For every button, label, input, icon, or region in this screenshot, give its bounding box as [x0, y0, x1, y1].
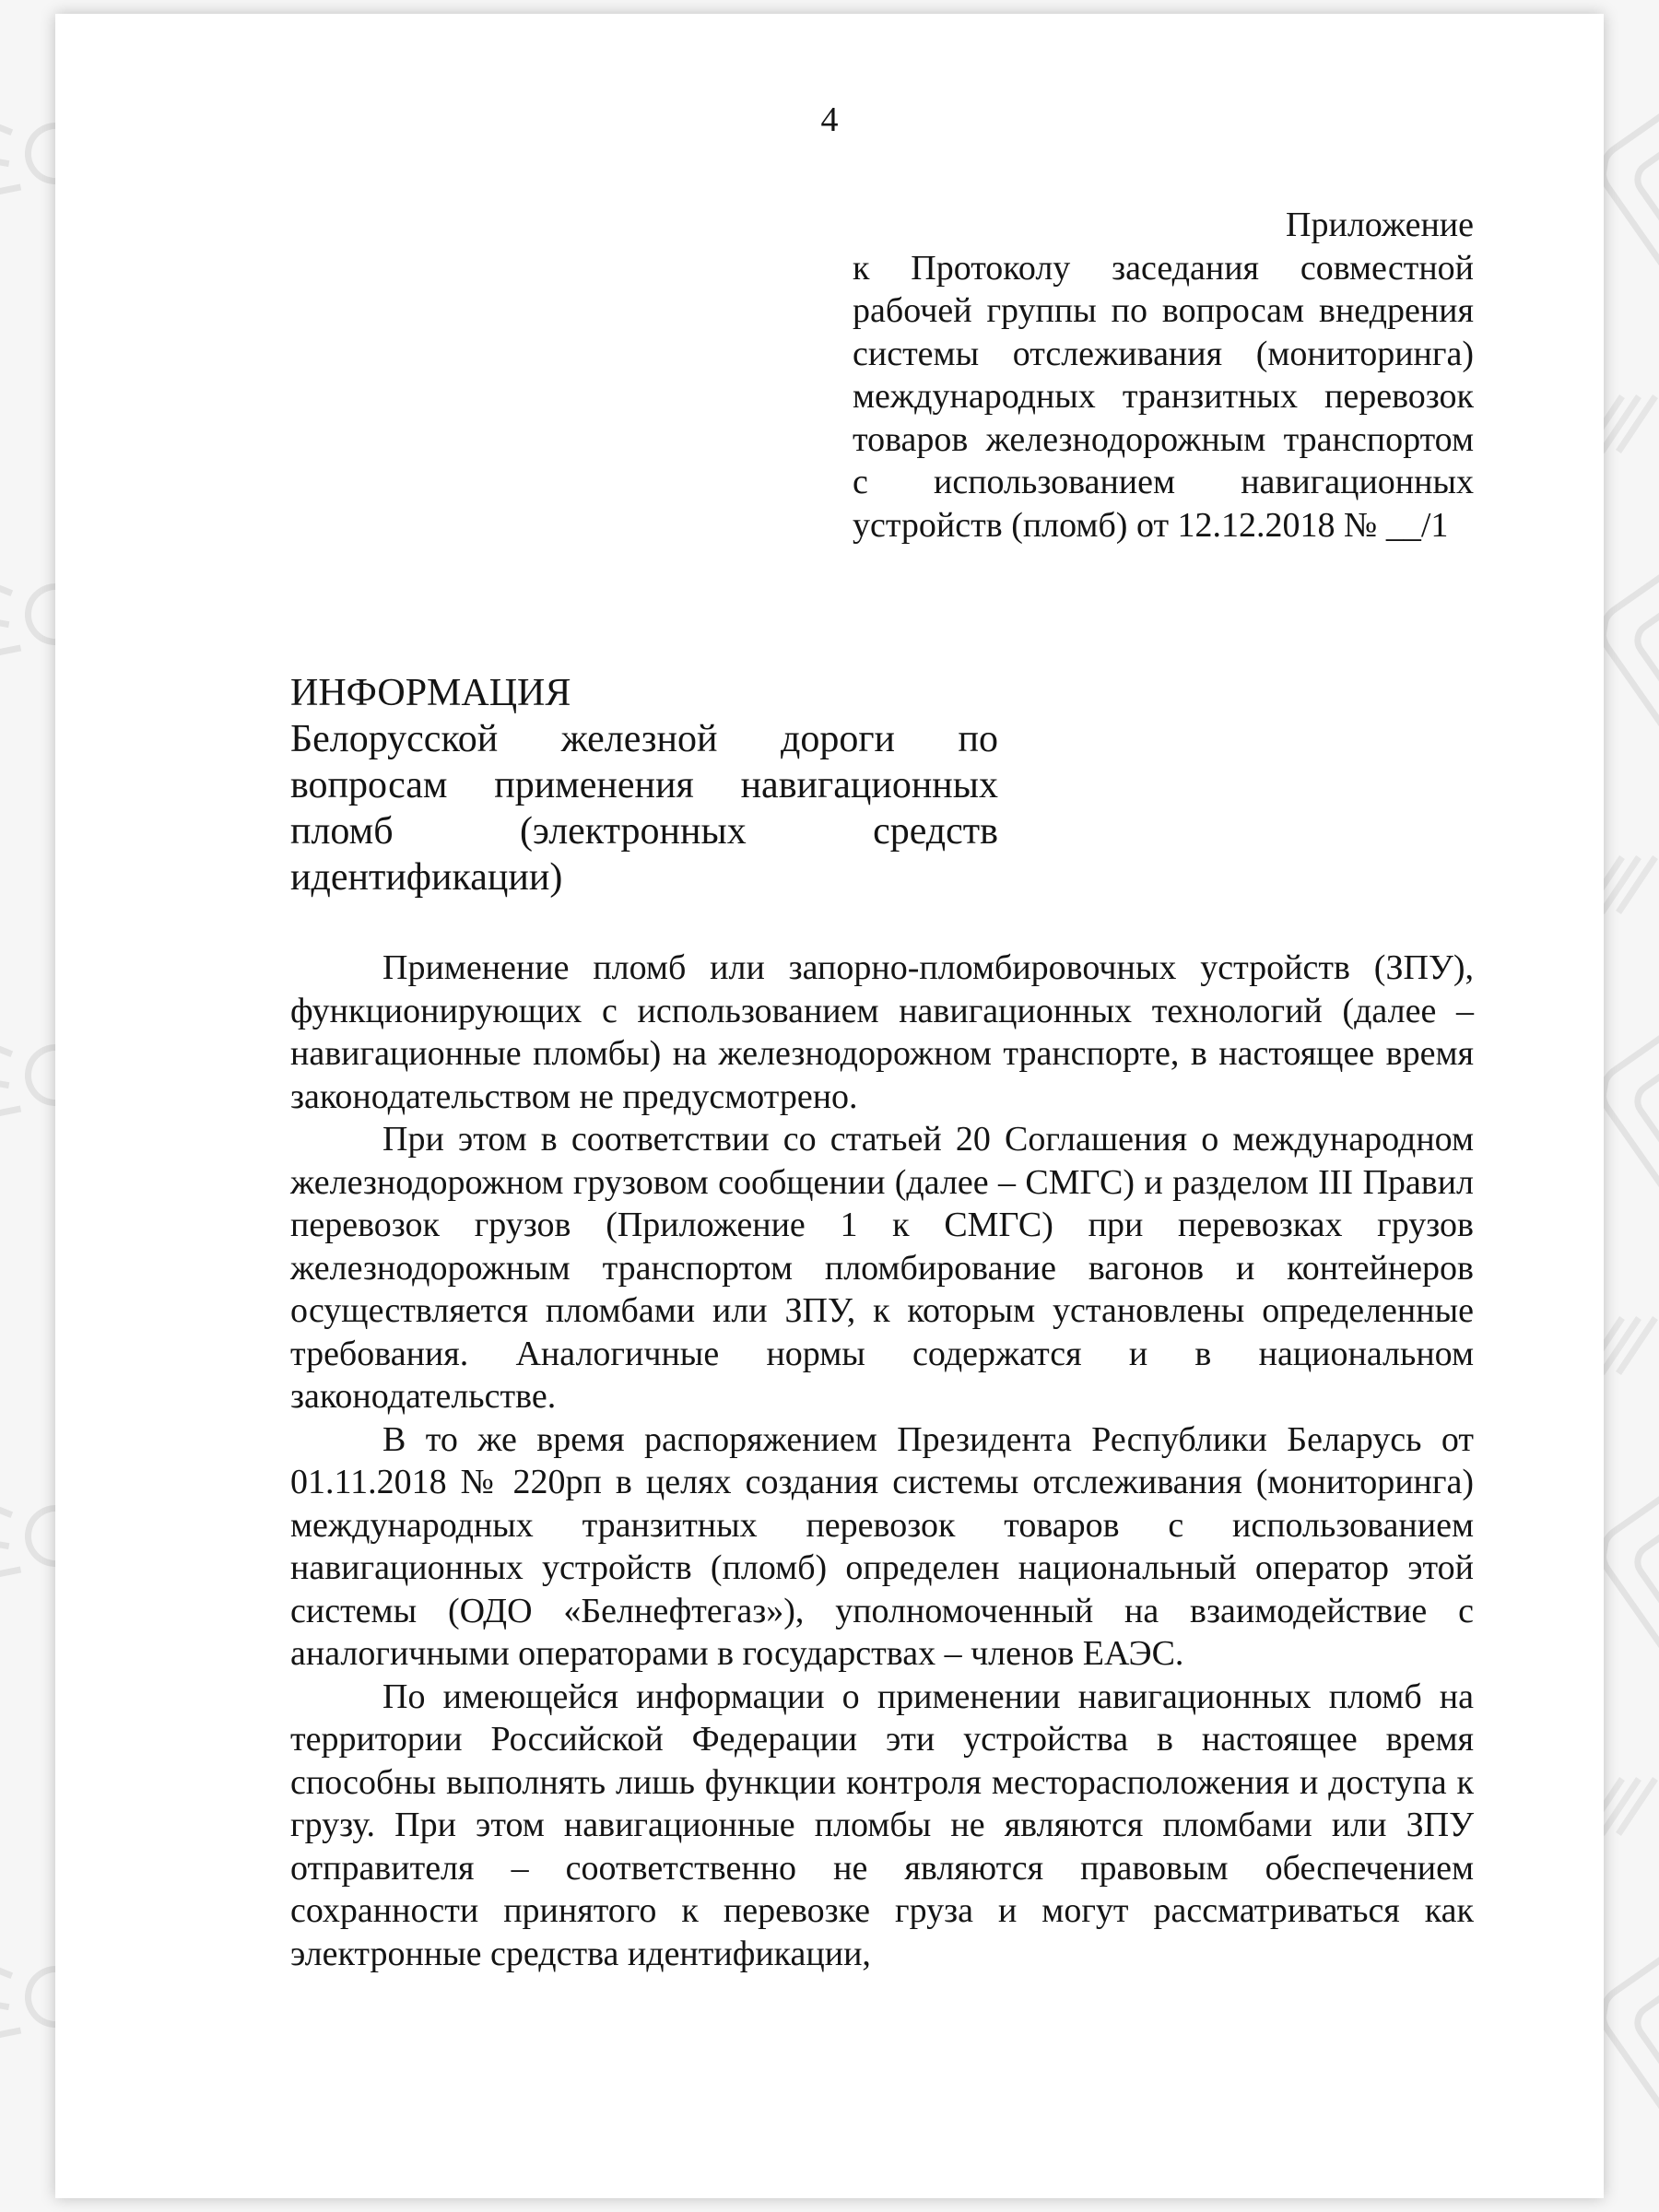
paragraph-4: По имеющейся информации о применении навигационных пломб на территории Российской Федерации эти устройства в настоящее время способны выполнять лишь функции контроля месторасположения и доступа к грузу. При этом навигационные пломбы не являются пломбами или ЗПУ отправителя – соответственно не являются правовым обеспечением сохранности принятого к перевозке груза и могут рассматриваться как электронные средства идентификации,	[290, 1677, 1474, 1973]
body-text	[290, 947, 1474, 1975]
document-page	[55, 14, 1604, 2198]
appendix-label: Приложение	[1286, 206, 1474, 244]
appendix-reference-text: к Протоколу заседания совместной рабочей группы по вопросам внедрения системы отслеживания (мониторинга) международных транзитных перевозок товаров железнодорожным транспортом с использованием навигационных устройств (пломб) от 12.12.2018 № __/1	[853, 248, 1474, 545]
paragraph-1: Применение пломб или запорно-пломбировочных устройств (ЗПУ), функционирующих с использованием навигационных технологий (далее – навигационные пломбы) на железнодорожном транспорте, в настоящее время законодательством не предусмотрено.	[290, 948, 1474, 1116]
info-heading: ИНФОРМАЦИЯ	[290, 672, 571, 714]
appendix-block	[853, 204, 1474, 547]
info-title-block	[290, 670, 998, 900]
paragraph-3: В то же время распоряжением Президента Республики Беларусь от 01.11.2018 № 220рп в целях создания системы отслеживания (мониторинга) международных транзитных перевозок товаров с использованием навигационных устройств (пломб) определен национальный оператор этой системы (ОДО «Белнефтегаз»), уполномоченный на взаимодействие с аналогичными операторами в государствах – членов ЕАЭС.	[290, 1419, 1474, 1673]
paragraph-2: При этом в соответствии со статьей 20 Соглашения о международном железнодорожном грузовом сообщении (далее – СМГС) и разделом III Правил перевозок грузов (Приложение 1 к СМГС) при перевозках грузов железнодорожным транспортом пломбирование вагонов и контейнеров осуществляется пломбами или ЗПУ, к которым установлены определенные требования. Аналогичные нормы содержатся и в национальном законодательстве.	[290, 1120, 1474, 1416]
page-number: 4	[820, 100, 839, 139]
info-subtitle: Белорусской железной дороги по вопросам применения навигационных пломб (электронных средств идентификации)	[290, 718, 998, 899]
